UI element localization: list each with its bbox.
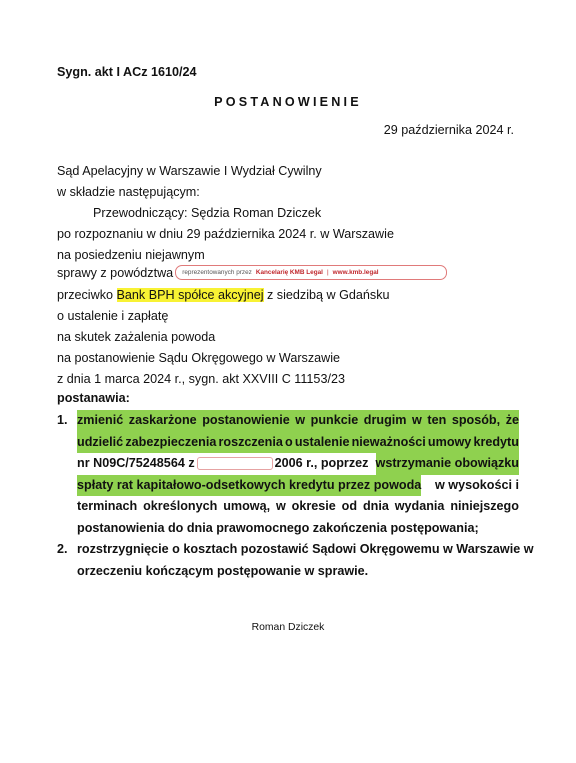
- suspension-text: wstrzymanie obowiązku: [376, 453, 519, 475]
- watermark-firm: Kancelarię KMB Legal: [255, 268, 323, 276]
- word: punkcie: [310, 413, 359, 427]
- item-number: 2.: [57, 542, 68, 556]
- decides-label: postanawia:: [57, 391, 130, 405]
- word: zabezpieczenia: [125, 434, 217, 449]
- word: terminach: [77, 499, 138, 513]
- subject-line: o ustalenie i zapłatę: [57, 309, 169, 323]
- decision-date-line: z dnia 1 marca 2024 r., sygn. akt XXVIII C 11153/23: [57, 372, 345, 386]
- case-number: Sygn. akt I ACz 1610/24: [57, 65, 197, 79]
- word: od: [341, 499, 358, 513]
- word: umową,: [223, 499, 271, 513]
- watermark-website: www.kmb.legal: [332, 268, 379, 276]
- defendant-line: [57, 287, 390, 303]
- item-1-line-6: postanowienia do dnia prawomocnego zakończenia postępowania;: [77, 520, 479, 535]
- word: okresie: [291, 499, 336, 513]
- claimant-prefix: sprawy z powództwa: [57, 266, 174, 280]
- word: w: [295, 413, 306, 427]
- amount-text: w wysokości i: [435, 477, 519, 492]
- defendant-suffix: z siedzibą w Gdańsku: [267, 288, 390, 302]
- ruling-item-2: [57, 539, 534, 582]
- word: wydania: [394, 499, 445, 513]
- word: umowy: [427, 434, 472, 449]
- decision-reference-line: na postanowienie Sądu Okręgowego w Warszawie: [57, 351, 341, 365]
- item-1-line-3: [77, 453, 519, 475]
- word: zmienić: [77, 413, 124, 427]
- item-1-line-4: [77, 475, 519, 497]
- item-1-line-5: [77, 496, 519, 518]
- word: kredytu: [473, 434, 519, 449]
- item-number: 1.: [57, 413, 68, 427]
- court-line: Sąd Apelacyjny w Warszawie I Wydział Cywilny: [57, 164, 322, 178]
- ruling-item-1: [57, 410, 519, 539]
- word: określonych: [143, 499, 218, 513]
- word: w: [275, 499, 286, 513]
- redacted-date-box: [197, 457, 273, 470]
- installments-text: spłaty rat kapitałowo-odsetkowych kredytu przez powoda: [77, 475, 421, 497]
- word: nieważności: [351, 434, 426, 449]
- word: że: [505, 413, 519, 427]
- item-2-line-1: rozstrzygnięcie o kosztach pozostawić Sądowi Okręgowemu w Warszawie w: [77, 542, 534, 556]
- word: roszczenia: [218, 434, 283, 449]
- watermark-separator: |: [326, 268, 329, 276]
- hearing-line: po rozpoznaniu w dniu 29 października 2024 r. w Warszawie: [57, 227, 394, 241]
- defendant-name: Bank BPH spółce akcyjnej: [116, 288, 264, 302]
- session-line: na posiedzeniu niejawnym: [57, 248, 205, 262]
- word: sposób,: [451, 413, 501, 427]
- word: postanowienie: [202, 413, 290, 427]
- loan-date-suffix: 2006 r., poprzez: [274, 456, 369, 470]
- item-2-line-2: orzeczeniu kończącym postępowanie w sprawie.: [77, 563, 369, 578]
- against-prefix: przeciwko: [57, 288, 113, 302]
- loan-number-text: nr N09C/75248564 z: [77, 456, 195, 470]
- word: w: [412, 413, 422, 427]
- word: o: [285, 434, 293, 449]
- claimant-line: [57, 265, 447, 281]
- word: dnia: [362, 499, 389, 513]
- watermark-badge: [175, 265, 447, 280]
- item-1-line-2: [77, 432, 519, 454]
- word: zaskarżone: [128, 413, 197, 427]
- document-title: POSTANOWIENIE: [214, 95, 362, 109]
- signature: Roman Dziczek: [251, 622, 325, 633]
- word: udzielić: [77, 434, 124, 449]
- presiding-judge: Przewodniczący: Sędzia Roman Dziczek: [93, 206, 322, 220]
- watermark-lead: reprezentowanych przez: [182, 268, 252, 276]
- ruling-list: [57, 410, 534, 582]
- word: drugim: [363, 413, 407, 427]
- item-1-line-1: [77, 410, 519, 432]
- word: niniejszego: [450, 499, 519, 513]
- composition-line: w składzie następującym:: [57, 185, 200, 199]
- document-date: 29 października 2024 r.: [383, 123, 514, 137]
- appeal-line: na skutek zażalenia powoda: [57, 330, 216, 344]
- word: ten: [427, 413, 447, 427]
- word: ustalenie: [294, 434, 350, 449]
